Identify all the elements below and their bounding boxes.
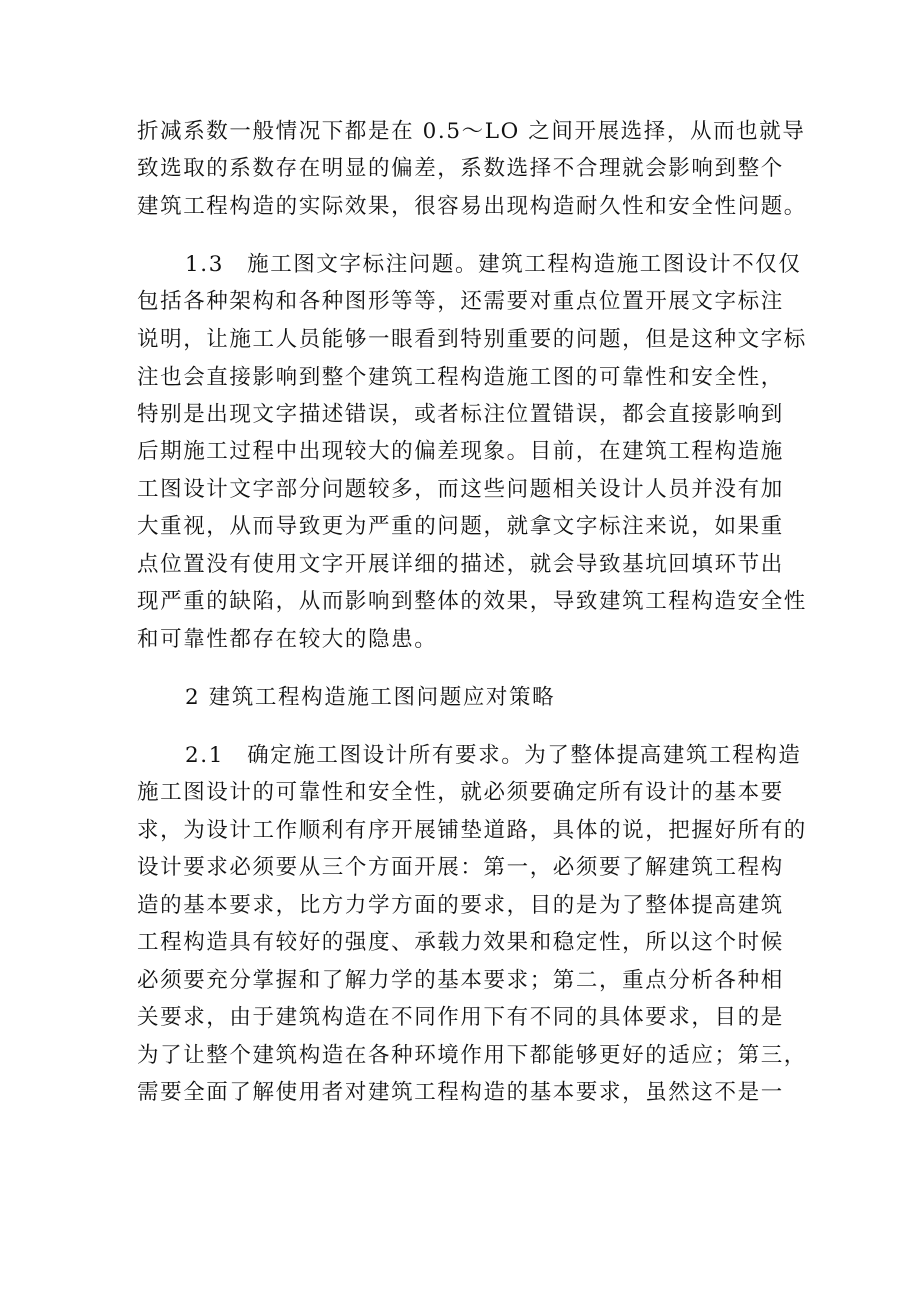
section-1-3-line-10: 现严重的缺陷，从而影响到整体的效果，导致建筑工程构造安全性 — [137, 589, 807, 614]
section-1-3-line-3: 说明，让施工人员能够一眼看到特别重要的问题，但是这种文字标 — [137, 327, 807, 352]
section-1-3-line-7: 工图设计文字部分问题较多，而这些问题相关设计人员并没有加 — [137, 477, 784, 502]
section-1-3-line-4: 注也会直接影响到整个建筑工程构造施工图的可靠性和安全性， — [137, 365, 784, 390]
section-1-3-line-2: 包括各种架构和各种图形等等，还需要对重点位置开展文字标注 — [137, 289, 784, 314]
section-1-3-line-11: 和可靠性都存在较大的隐患。 — [137, 627, 438, 652]
section-2-1-line-8: 关要求，由于建筑构造在不同作用下有不同的具体要求，目的是 — [137, 1005, 784, 1030]
section-1-3-line-8: 大重视，从而导致更为严重的问题，就拿文字标注来说，如果重 — [137, 514, 784, 539]
paragraph-1-line-1: 折减系数一般情况下都是在 0.5～LO 之间开展选择，从而也就导 — [137, 119, 806, 144]
paragraph-1-line-2: 致选取的系数存在明显的偏差，系数选择不合理就会影响到整个 — [137, 156, 784, 181]
section-2-1-line-5: 造的基本要求，比方力学方面的要求，目的是为了整体提高建筑 — [137, 893, 784, 918]
section-2-1-line-4: 设计要求必须要从三个方面开展：第一，必须要了解建筑工程构 — [137, 855, 784, 880]
section-2-1-line-3: 求，为设计工作顺利有序开展铺垫道路，具体的说，把握好所有的 — [137, 818, 807, 843]
section-2-1-line-7: 必须要充分掌握和了解力学的基本要求；第二，重点分析各种相 — [137, 968, 784, 993]
section-2-1-line-9: 为了让整个建筑构造在各种环境作用下都能够更好的适应；第三， — [137, 1043, 807, 1068]
paragraph-1-line-3: 建筑工程构造的实际效果，很容易出现构造耐久性和安全性问题。 — [137, 194, 807, 219]
section-1-3-line-9: 点位置没有使用文字开展详细的描述，就会导致基坑回填环节出 — [137, 552, 784, 577]
section-2-1-line-1: 2.1 确定施工图设计所有要求。为了整体提高建筑工程构造 — [185, 743, 802, 768]
section-2-1-line-10: 需要全面了解使用者对建筑工程构造的基本要求，虽然这不是一 — [137, 1080, 784, 1105]
section-2-heading: 2 建筑工程构造施工图问题应对策略 — [185, 685, 556, 710]
section-1-3-line-1: 1.3 施工图文字标注问题。建筑工程构造施工图设计不仅仅 — [185, 252, 802, 277]
section-2-1-line-6: 工程构造具有较好的强度、承载力效果和稳定性，所以这个时候 — [137, 930, 784, 955]
section-1-3-line-5: 特别是出现文字描述错误，或者标注位置错误，都会直接影响到 — [137, 402, 784, 427]
section-1-3-line-6: 后期施工过程中出现较大的偏差现象。目前，在建筑工程构造施 — [137, 439, 784, 464]
section-2-1-line-2: 施工图设计的可靠性和安全性，就必须要确定所有设计的基本要 — [137, 780, 784, 805]
